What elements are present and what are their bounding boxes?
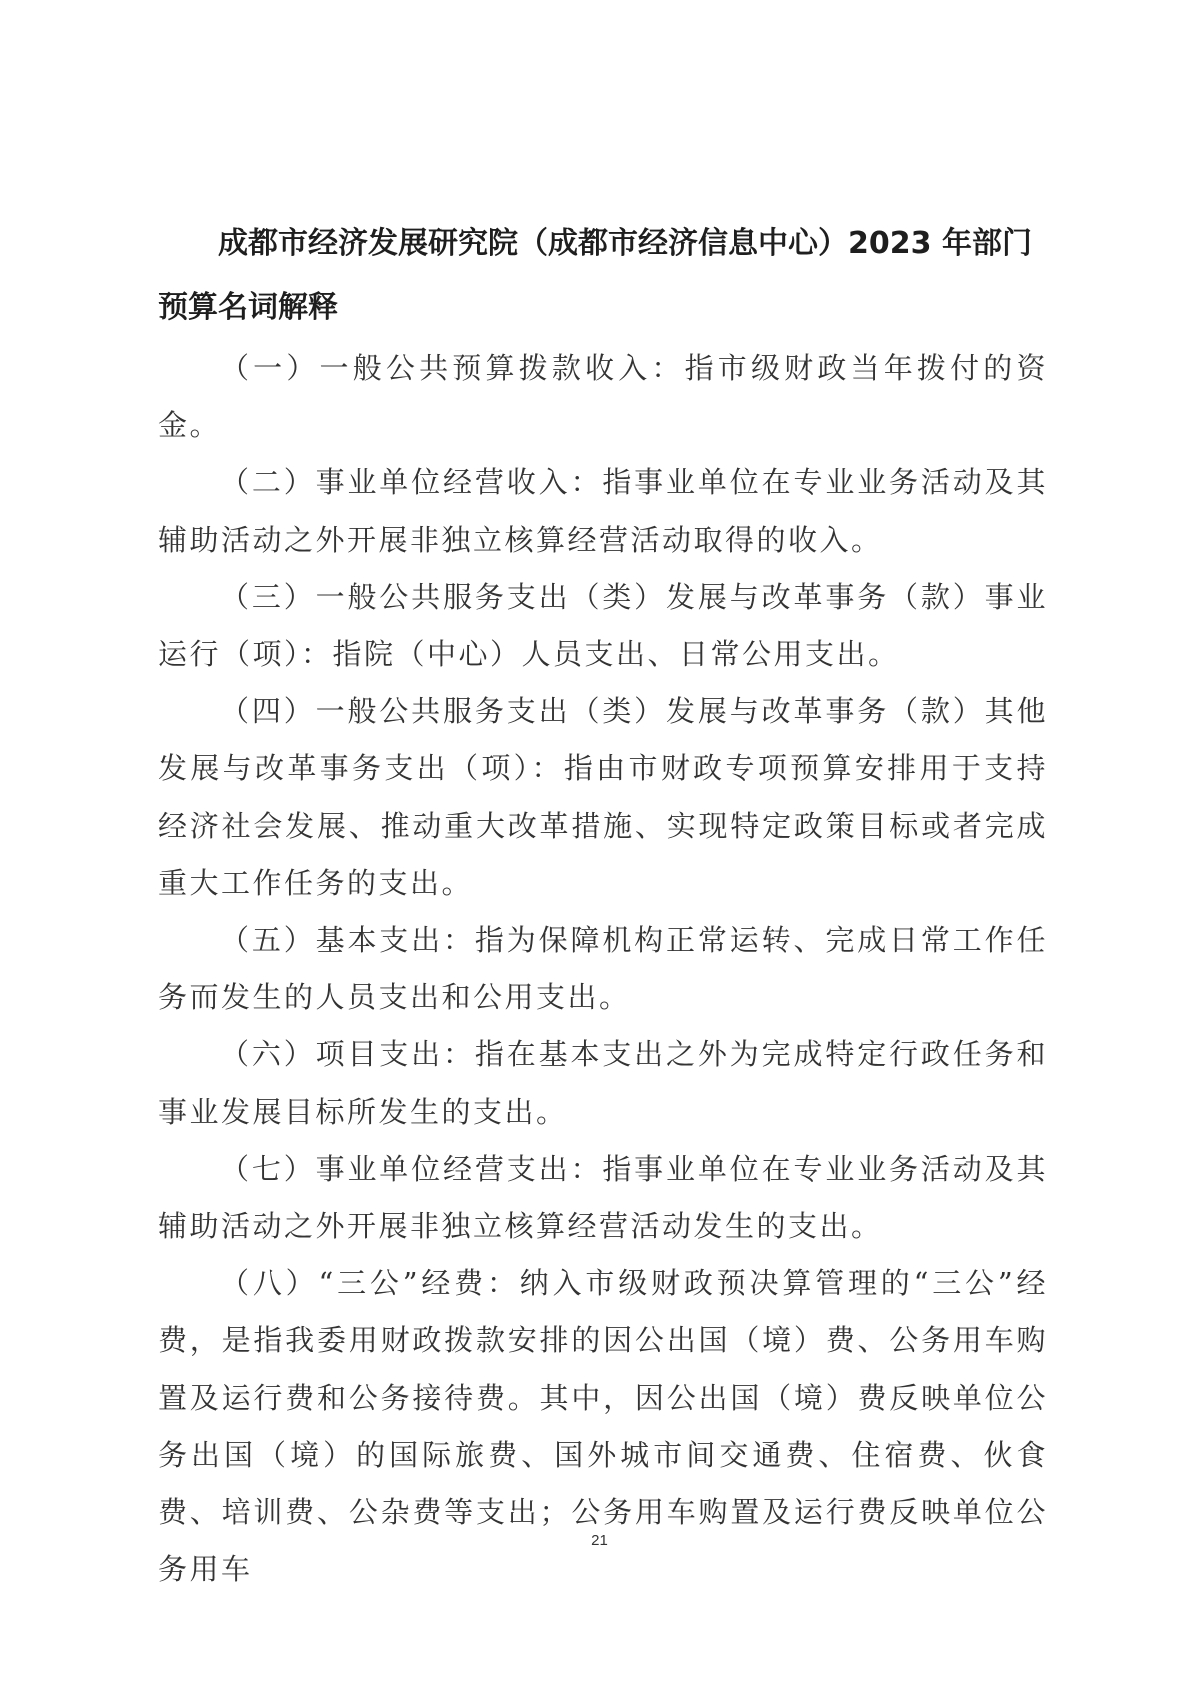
document-body — [158, 340, 1048, 1598]
document-title: 成都市经济发展研究院（成都市经济信息中心）2023 年部门预算名词解释 — [158, 226, 1032, 325]
paragraph-7: （七）事业单位经营支出：指事业单位在专业业务活动及其辅助活动之外开展非独立核算经营活动发生的支出。 — [158, 1151, 1048, 1244]
paragraph-1: （一）一般公共预算拨款收入：指市级财政当年拨付的资金。 — [158, 351, 1048, 443]
paragraph-2: （二）事业单位经营收入：指事业单位在专业业务活动及其辅助活动之外开展非独立核算经营活动取得的收入。 — [158, 465, 1048, 557]
paragraph-5: （五）基本支出：指为保障机构正常运转、完成日常工作任务而发生的人员支出和公用支出。 — [158, 923, 1048, 1015]
paragraph-6: （六）项目支出：指在基本支出之外为完成特定行政任务和事业发展目标所发生的支出。 — [158, 1037, 1048, 1129]
paragraph-4: （四）一般公共服务支出（类）发展与改革事务（款）其他发展与改革事务支出（项）：指由市财政专项预算安排用于支持经济社会发展、推动重大改革措施、实现特定政策目标或者完成重大工作任务的支出。 — [158, 694, 1048, 900]
paragraph-3: （三）一般公共服务支出（类）发展与改革事务（款）事业运行（项）：指院（中心）人员支出、日常公用支出。 — [158, 579, 1048, 672]
paragraph-8: （八）“三公”经费：纳入市级财政预决算管理的“三公”经费，是指我委用财政拨款安排的因公出国（境）费、公务用车购置及运行费和公务接待费。其中，因公出国（境）费反映单位公务出国（境）的国际旅费、国外城市间交通费、住宿费、伙食费、培训费、公杂费等支出；公务用车购置及运行费反映单位公务用车 — [158, 1266, 1048, 1587]
page-number: 21 — [591, 1532, 608, 1549]
